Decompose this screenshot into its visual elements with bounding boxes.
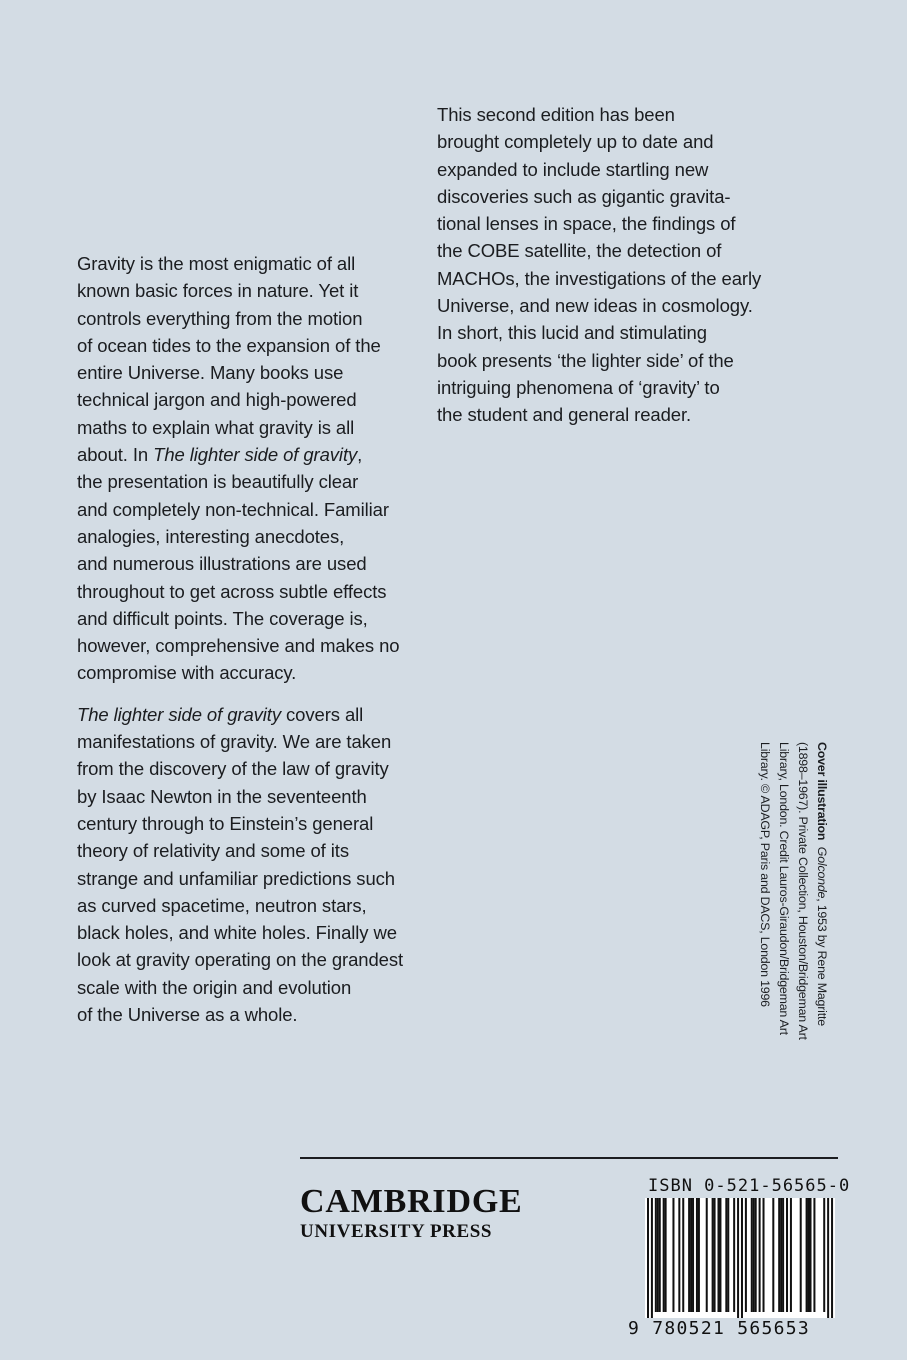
blurb-left-column — [77, 250, 422, 1028]
text-line: the COBE satellite, the detection of — [437, 240, 722, 262]
horizontal-divider — [300, 1157, 838, 1159]
painting-title: Golconde — [815, 846, 829, 899]
text-line: manifestations of gravity. We are taken — [77, 731, 392, 753]
barcode-bar — [786, 1198, 788, 1312]
text-segment: , 1953 by Rene Magritte — [815, 898, 829, 1026]
text-line: brought completely up to date and — [437, 131, 714, 153]
text-line: compromise with accuracy. — [77, 662, 297, 684]
text-line: analogies, interesting anecdotes, — [77, 525, 345, 547]
text-line: tional lenses in space, the findings of — [437, 213, 736, 235]
barcode-bar — [800, 1198, 802, 1312]
text-line: MACHOs, the investigations of the early — [437, 267, 762, 289]
book-title: The lighter side of gravity — [153, 444, 358, 466]
text-line: discoveries such as gigantic gravita- — [437, 185, 731, 207]
blurb-paragraph-1 — [77, 250, 422, 687]
text-line: black holes, and white holes. Finally we — [77, 922, 397, 944]
second-edition-paragraph — [437, 101, 787, 429]
publisher-subname: UNIVERSITY PRESS — [300, 1221, 493, 1242]
barcode-bar — [763, 1198, 765, 1312]
text-line: as curved spacetime, neutron stars, — [77, 894, 367, 916]
barcode-bar — [688, 1198, 690, 1312]
credit-line: (1898–1967). Private Collection, Houston/Bridgeman Art — [796, 742, 810, 1040]
text-line: of ocean tides to the expansion of the — [77, 334, 381, 356]
text-segment: , — [357, 444, 363, 466]
barcode-bar — [808, 1198, 810, 1312]
barcode-bar — [717, 1198, 719, 1312]
text-line — [77, 701, 422, 728]
barcode-bar — [759, 1198, 761, 1312]
text-line: century through to Einstein’s general — [77, 812, 374, 834]
text-line: controls everything from the motion — [77, 307, 363, 329]
barcode-bar — [753, 1198, 755, 1312]
text-line: and difficult points. The coverage is, — [77, 607, 368, 629]
barcode-bar — [780, 1198, 782, 1312]
barcode-bar — [831, 1198, 833, 1318]
barcode-bar — [745, 1198, 747, 1312]
barcode-bar — [733, 1198, 735, 1312]
text-segment: about. In — [77, 444, 154, 466]
barcode-bar — [751, 1198, 753, 1312]
text-line: from the discovery of the law of gravity — [77, 758, 389, 780]
text-line: of the Universe as a whole. — [77, 1004, 298, 1026]
barcode-bar — [727, 1198, 729, 1312]
barcode-bar — [813, 1198, 815, 1312]
barcode-bar — [755, 1198, 757, 1312]
barcode-bar — [698, 1198, 700, 1312]
barcode-bar — [827, 1198, 829, 1318]
barcode-bar — [657, 1198, 659, 1312]
text-line: technical jargon and high-powered — [77, 389, 357, 411]
credit-line: Library, London. Credit Lauros-Giraudon/Bridgeman Art — [777, 742, 791, 1035]
isbn-label: ISBN 0-521-56565-0 — [648, 1176, 851, 1196]
barcode-bar — [772, 1198, 774, 1312]
barcode-digits: 9 780521 565653 — [628, 1318, 811, 1339]
text-line: entire Universe. Many books use — [77, 362, 344, 384]
barcode-bar — [665, 1198, 667, 1312]
barcode-bar — [696, 1198, 698, 1312]
barcode-bar — [778, 1198, 780, 1312]
text-line: expanded to include startling new — [437, 158, 709, 180]
barcode-bar — [659, 1198, 661, 1312]
barcode-bar — [719, 1198, 721, 1312]
credit-line — [812, 742, 831, 1102]
text-line: Gravity is the most enigmatic of all — [77, 253, 356, 274]
barcode-bar — [725, 1198, 727, 1312]
barcode-bar — [741, 1198, 743, 1318]
text-line: In short, this lucid and stimulating — [437, 322, 707, 344]
barcode-bar — [782, 1198, 784, 1312]
text-line — [77, 441, 422, 468]
text-line: the presentation is beautifully clear — [77, 471, 359, 493]
barcode-bar — [706, 1198, 708, 1312]
text-line: and numerous illustrations are used — [77, 553, 367, 575]
barcode-image — [645, 1198, 835, 1318]
barcode-bar — [712, 1198, 714, 1312]
text-line: maths to explain what gravity is all — [77, 416, 355, 438]
text-line: look at gravity operating on the grandest — [77, 949, 404, 971]
barcode-bar — [672, 1198, 674, 1312]
barcode-bar — [682, 1198, 684, 1312]
barcode-bar — [806, 1198, 808, 1312]
text-line: scale with the origin and evolution — [77, 976, 352, 998]
barcode-bar — [823, 1198, 825, 1312]
text-line: the student and general reader. — [437, 404, 692, 426]
barcode-bar — [647, 1198, 649, 1318]
barcode-bar — [714, 1198, 716, 1312]
text-line: Universe, and new ideas in cosmology. — [437, 295, 753, 317]
barcode-bar — [678, 1198, 680, 1312]
barcode-bar — [810, 1198, 812, 1312]
blurb-paragraph-2 — [77, 701, 422, 1029]
publisher-name: CAMBRIDGE — [300, 1183, 523, 1220]
barcode-bar — [790, 1198, 792, 1312]
barcode-bar — [692, 1198, 694, 1312]
text-line: This second edition has been — [437, 104, 675, 125]
text-line: book presents ‘the lighter side’ of the — [437, 349, 734, 371]
text-line: and completely non-technical. Familiar — [77, 498, 389, 520]
cover-illustration-credit — [755, 742, 831, 1102]
barcode-bar — [651, 1198, 653, 1318]
text-line: however, comprehensive and makes no — [77, 635, 400, 657]
text-line: by Isaac Newton in the seventeenth — [77, 785, 367, 807]
barcode-bar — [655, 1198, 657, 1312]
blurb-right-column — [437, 101, 787, 429]
text-segment: covers all — [280, 703, 364, 725]
credit-line: Library. © ADAGP, Paris and DACS, London 1996 — [758, 742, 772, 1007]
credit-label: Cover illustration — [815, 742, 829, 841]
barcode-bar — [690, 1198, 692, 1312]
publisher-logo — [300, 1183, 540, 1243]
text-line: throughout to get across subtle effects — [77, 580, 387, 602]
text-line: known basic forces in nature. Yet it — [77, 280, 359, 302]
barcode-bar — [737, 1198, 739, 1318]
barcode-bar — [663, 1198, 665, 1312]
text-line: strange and unfamiliar predictions such — [77, 867, 395, 889]
text-line: theory of relativity and some of its — [77, 840, 349, 862]
text-line: intriguing phenomena of ‘gravity’ to — [437, 376, 720, 398]
book-title: The lighter side of gravity — [77, 703, 281, 725]
